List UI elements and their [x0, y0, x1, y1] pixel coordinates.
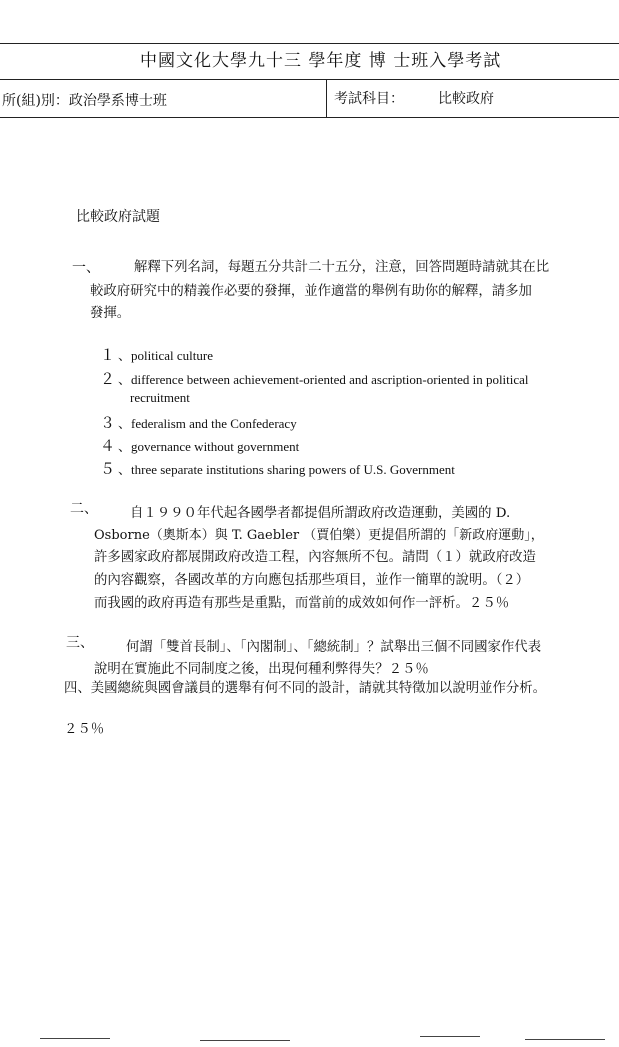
bottom-scan-mark: [525, 1039, 605, 1040]
term-3: [100, 412, 297, 433]
question-2-line-4: 的內容觀察，各國改革的方向應包括那些項目，並作一簡單的說明。（２）: [94, 573, 530, 588]
header-top-rule: [0, 43, 619, 44]
term-3-sep: 、: [118, 417, 132, 432]
question-2-line-1: 自１９９０年代起各國學者都提倡所謂政府改造運動，美國的 D.: [130, 506, 511, 521]
term-2-text: difference between achievement-oriented and ascription-oriented in political: [131, 372, 529, 387]
term-2-sep: 、: [118, 373, 132, 388]
question-4-text: 美國總統與國會議員的選舉有何不同的設計，請就其特徵加以說明並作分析。: [90, 681, 547, 696]
term-2-continuation: recruitment: [130, 390, 190, 405]
question-2-line-3: 許多國家政府都展開政府改造工程，內容無所不包。請問（１）就政府改造: [94, 550, 536, 565]
term-2-number: ２: [100, 370, 116, 388]
question-3-line-1: 何謂「雙首長制」、「內閣制」、「總統制」？試舉出三個不同國家作代表: [126, 640, 542, 655]
term-5: [100, 458, 455, 479]
term-5-text: three separate institutions sharing powers of U.S. Government: [131, 462, 455, 477]
term-3-number: ３: [100, 414, 116, 432]
exam-header-title: 中國文化大學九十三 學年度 博 士班入學考試: [140, 51, 502, 71]
term-1-sep: 、: [118, 349, 132, 364]
term-4: [100, 435, 299, 456]
header-middle-rule: [0, 79, 619, 80]
question-4-line-2: ２５％: [64, 722, 105, 737]
term-3-text: federalism and the Confederacy: [131, 416, 297, 431]
question-1-line-1: 解釋下列名詞，每題五分共計二十五分，注意，回答問題時請就其在比: [134, 260, 550, 275]
subject-value: 比較政府: [438, 91, 494, 107]
question-4-number: 四、: [64, 681, 91, 696]
bottom-scan-mark: [420, 1036, 480, 1037]
term-2: [100, 368, 529, 389]
term-4-text: governance without government: [131, 439, 300, 454]
question-2-line-2: Osborne（奧斯本）與 T. Gaebler （賈伯樂）更提倡所謂的「新政府運動」，: [94, 528, 544, 543]
department-label: 所(組)別：政治學系博士班: [2, 93, 167, 109]
question-3-line-2: 說明在實施此不同制度之後，出現何種利弊得失？２５％: [94, 662, 429, 677]
bottom-scan-mark: [40, 1038, 110, 1039]
document-title: 比較政府試題: [76, 209, 160, 225]
question-2-number: 二、: [70, 501, 98, 517]
question-1-line-3: 發揮。: [90, 306, 131, 321]
question-1-line-2: 較政府研究中的精義作必要的發揮，並作適當的舉例有助你的解釋，請多加: [90, 284, 532, 299]
question-2-line-5: 而我國的政府再造有那些是重點，而當前的成效如何作一評析。２５％: [94, 596, 510, 611]
header-bottom-rule: [0, 117, 619, 118]
term-5-sep: 、: [118, 463, 132, 478]
term-1: [100, 344, 213, 365]
term-1-text: political culture: [131, 348, 213, 363]
question-1-number: 一、: [72, 260, 100, 276]
term-5-number: ５: [100, 460, 116, 478]
header-divider: [326, 79, 327, 117]
bottom-scan-mark: [200, 1040, 290, 1041]
term-4-number: ４: [100, 437, 116, 455]
question-3-number: 三、: [66, 635, 94, 651]
subject-label: 考試科目：: [334, 91, 404, 107]
term-1-number: １: [100, 346, 116, 364]
term-4-sep: 、: [118, 440, 132, 455]
question-4-line-1: [64, 678, 546, 700]
